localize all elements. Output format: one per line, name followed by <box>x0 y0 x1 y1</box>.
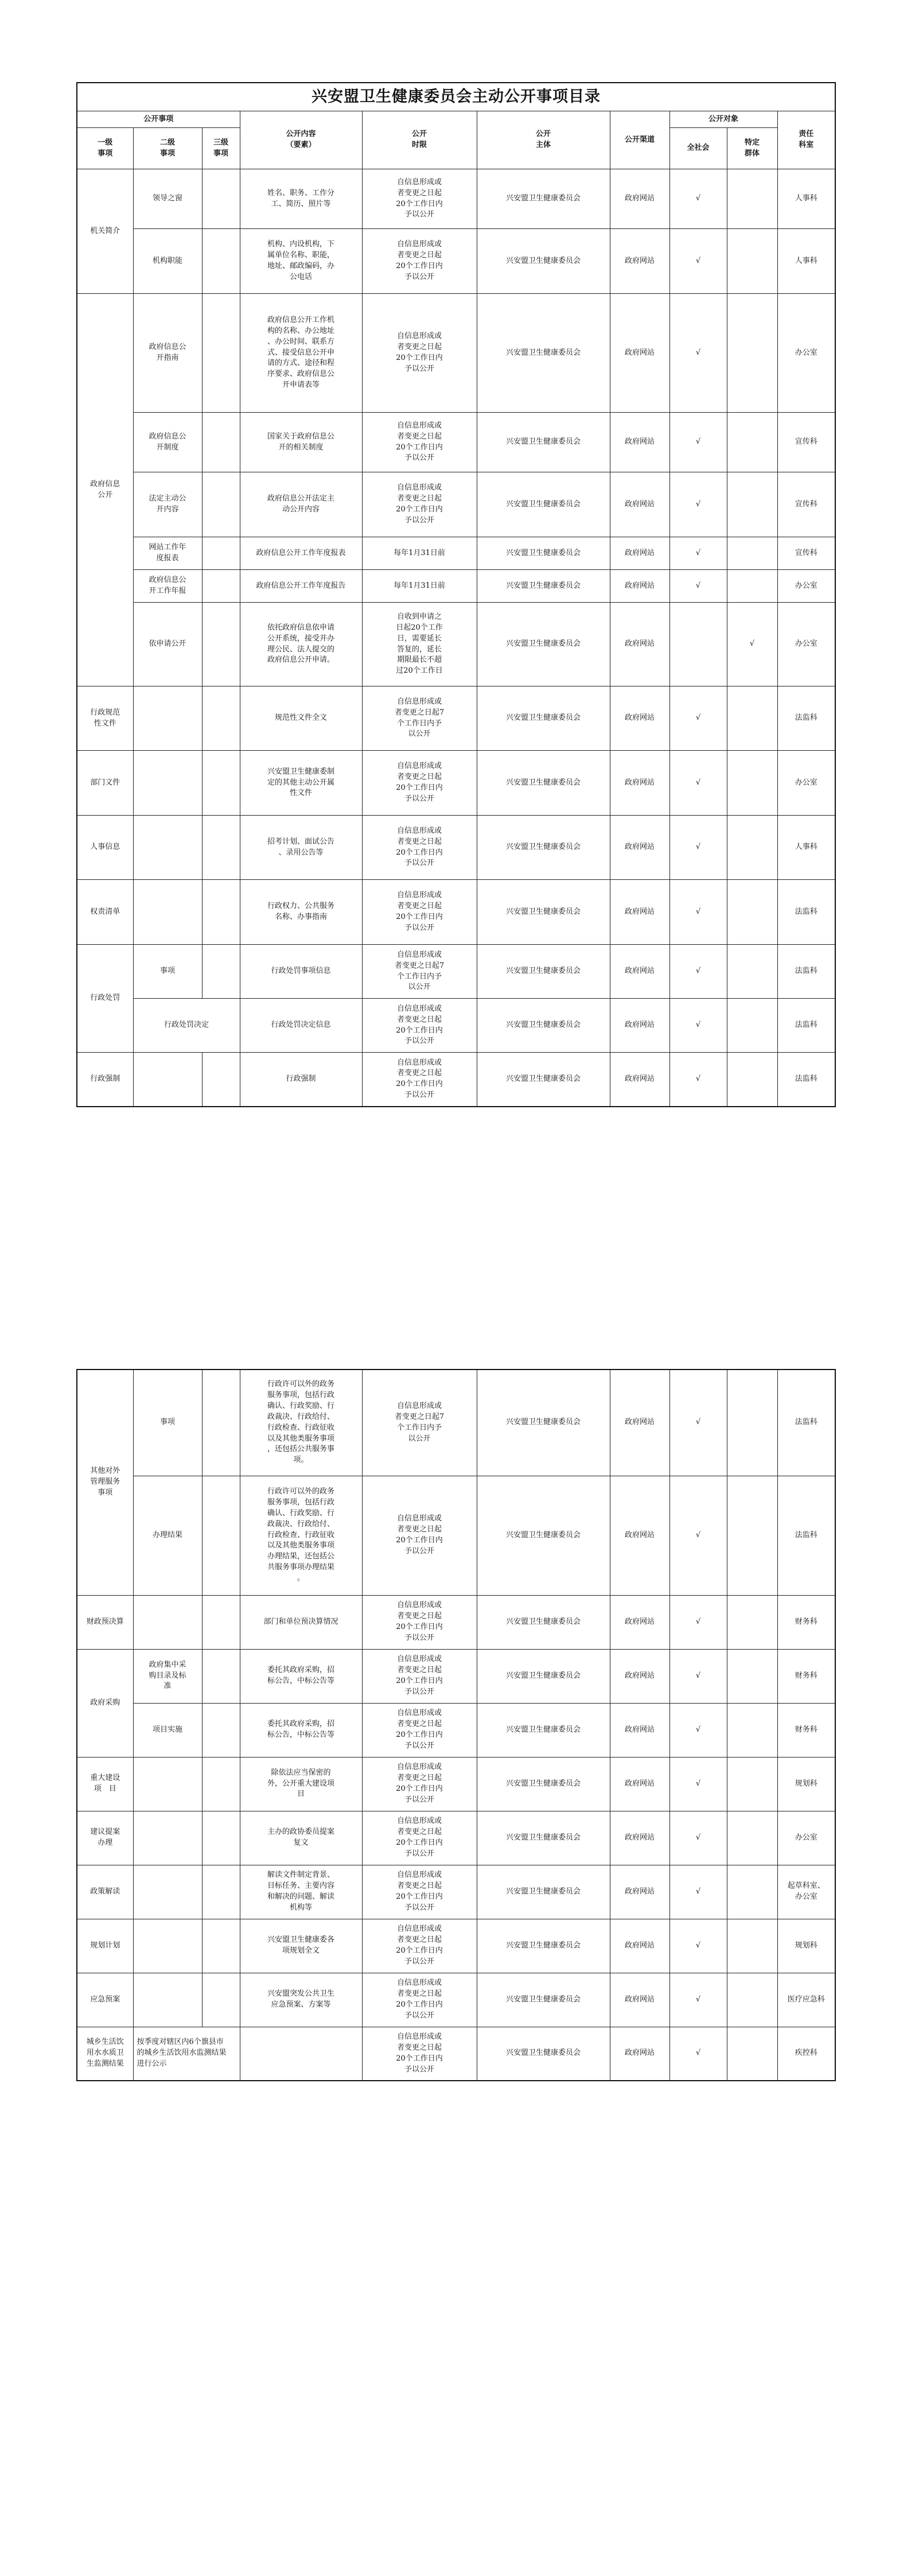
level3-cell <box>202 880 240 945</box>
content-cell: 委托其政府采购，招 标公告，中标公告等 <box>240 1703 362 1757</box>
society-check: √ <box>669 1053 727 1107</box>
level1-cell: 建议提案 办理 <box>77 1811 133 1865</box>
level2-cell: 项目实施 <box>133 1703 202 1757</box>
level1-cell: 行政规范 性文件 <box>77 686 133 751</box>
channel-cell: 政府网站 <box>610 1595 669 1649</box>
level2-cell <box>133 1811 202 1865</box>
specific-cell <box>727 686 777 751</box>
subject-cell: 兴安盟卫生健康委员会 <box>477 1811 610 1865</box>
content-cell: 机构、内设机构，下 属单位名称、职能， 地址、邮政编码，办 公电话 <box>240 229 362 294</box>
subject-cell: 兴安盟卫生健康委员会 <box>477 1595 610 1649</box>
specific-cell <box>727 537 777 570</box>
time-cell: 自信息形成或 者变更之日起 20个工作日内 予以公开 <box>362 2027 477 2081</box>
content-cell: 解读文件制定背景、 目标任务、主要内容 和解决的问题、解读 机构等 <box>240 1865 362 1919</box>
level2-cell <box>133 1053 202 1107</box>
content-cell: 行政许可以外的政务 服务事项，包括行政 确认、行政奖励、行 政裁决、行政给付、 行政检查、行政征收 以及其他类服务事项 办理结果，还包括公 共服务事项办理结果 。 <box>240 1476 362 1595</box>
time-cell: 自信息形成或 者变更之日起 20个工作日内 予以公开 <box>362 1703 477 1757</box>
level1-cell: 行政处罚 <box>77 945 133 1053</box>
office-cell: 财务科 <box>777 1595 835 1649</box>
table-row <box>77 472 835 537</box>
channel-cell: 政府网站 <box>610 570 669 603</box>
content-cell: 兴安盟卫生健康委各 项规划全文 <box>240 1919 362 1973</box>
time-cell: 自信息形成或 者变更之日起 20个工作日内 予以公开 <box>362 229 477 294</box>
channel-cell: 政府网站 <box>610 169 669 229</box>
level3-cell <box>202 751 240 816</box>
society-check: √ <box>669 816 727 880</box>
office-cell: 医疗应急科 <box>777 1973 835 2027</box>
channel-cell: 政府网站 <box>610 1649 669 1703</box>
content-cell: 招考计划、面试公告 、录用公告等 <box>240 816 362 880</box>
society-check: √ <box>669 1703 727 1757</box>
office-cell: 宣传科 <box>777 413 835 472</box>
society-cell <box>669 603 727 686</box>
subject-cell: 兴安盟卫生健康委员会 <box>477 751 610 816</box>
level2-cell <box>133 751 202 816</box>
time-cell: 每年1月31日前 <box>362 537 477 570</box>
table-row <box>77 169 835 229</box>
content-cell: 姓名、职务、工作分 工、简历、照片等 <box>240 169 362 229</box>
level3-cell <box>202 1811 240 1865</box>
level2-cell: 事项 <box>133 1370 202 1476</box>
channel-cell: 政府网站 <box>610 1476 669 1595</box>
level2-cell: 政府信息公 开工作年报 <box>133 570 202 603</box>
level1-cell: 城乡生活饮 用水水质卫 生监测结果 <box>77 2027 133 2081</box>
subject-cell: 兴安盟卫生健康委员会 <box>477 1476 610 1595</box>
disclosure-catalog-table-page2 <box>76 1369 836 2081</box>
society-check: √ <box>669 413 727 472</box>
table-row <box>77 880 835 945</box>
level1-cell: 重大建设 项 目 <box>77 1757 133 1811</box>
channel-cell: 政府网站 <box>610 1757 669 1811</box>
specific-cell <box>727 999 777 1053</box>
society-check: √ <box>669 1595 727 1649</box>
society-check: √ <box>669 880 727 945</box>
table-row <box>77 999 835 1053</box>
specific-cell <box>727 880 777 945</box>
channel-cell: 政府网站 <box>610 1811 669 1865</box>
level2-cell <box>133 1757 202 1811</box>
society-check: √ <box>669 229 727 294</box>
society-check: √ <box>669 1370 727 1476</box>
header-target: 公开对象 <box>669 111 777 128</box>
specific-cell <box>727 570 777 603</box>
society-check: √ <box>669 537 727 570</box>
level3-cell <box>202 1757 240 1811</box>
channel-cell: 政府网站 <box>610 880 669 945</box>
time-cell: 自信息形成或 者变更之日起 20个工作日内 予以公开 <box>362 999 477 1053</box>
subject-cell: 兴安盟卫生健康委员会 <box>477 1649 610 1703</box>
time-cell: 自信息形成或 者变更之日起 20个工作日内 予以公开 <box>362 169 477 229</box>
content-cell: 政府信息公开工作年度报告 <box>240 570 362 603</box>
content-cell: 政府信息公开工作机 构的名称、办公地址 、办公时间、联系方 式、接受信息公开申 请的方式、途径和程 序要求、政府信息公 开申请表等 <box>240 294 362 413</box>
table-row <box>77 1649 835 1703</box>
channel-cell: 政府网站 <box>610 537 669 570</box>
society-check: √ <box>669 294 727 413</box>
level3-cell <box>202 1703 240 1757</box>
level3-cell <box>202 1476 240 1595</box>
subject-cell: 兴安盟卫生健康委员会 <box>477 169 610 229</box>
level3-cell <box>202 537 240 570</box>
content-cell: 政府信息公开法定主 动公开内容 <box>240 472 362 537</box>
channel-cell: 政府网站 <box>610 472 669 537</box>
office-cell: 疾控科 <box>777 2027 835 2081</box>
table-row <box>77 1370 835 1476</box>
content-cell: 行政强制 <box>240 1053 362 1107</box>
level1-cell: 应急预案 <box>77 1973 133 2027</box>
channel-cell: 政府网站 <box>610 2027 669 2081</box>
time-cell: 自信息形成或 者变更之日起 20个工作日内 予以公开 <box>362 1476 477 1595</box>
channel-cell: 政府网站 <box>610 1703 669 1757</box>
level2-cell: 办理结果 <box>133 1476 202 1595</box>
office-cell: 法监科 <box>777 1370 835 1476</box>
disclosure-catalog-table-page1 <box>76 82 836 1107</box>
society-check: √ <box>669 751 727 816</box>
channel-cell: 政府网站 <box>610 686 669 751</box>
society-check: √ <box>669 1973 727 2027</box>
office-cell: 办公室 <box>777 1811 835 1865</box>
society-check: √ <box>669 2027 727 2081</box>
subject-cell: 兴安盟卫生健康委员会 <box>477 1757 610 1811</box>
specific-cell <box>727 1865 777 1919</box>
table-row <box>77 229 835 294</box>
header-level1: 一级 事项 <box>77 128 133 169</box>
header-level2: 二级 事项 <box>133 128 202 169</box>
subject-cell: 兴安盟卫生健康委员会 <box>477 603 610 686</box>
channel-cell: 政府网站 <box>610 1370 669 1476</box>
time-cell: 自信息形成或 者变更之日起 20个工作日内 予以公开 <box>362 472 477 537</box>
subject-cell: 兴安盟卫生健康委员会 <box>477 472 610 537</box>
content-cell: 行政处罚决定信息 <box>240 999 362 1053</box>
content-cell: 按季度对辖区内6个旗县市 的城乡生活饮用水监测结果 进行公示 <box>133 2027 240 2081</box>
office-cell: 起草科室、 办公室 <box>777 1865 835 1919</box>
channel-cell: 政府网站 <box>610 603 669 686</box>
subject-cell: 兴安盟卫生健康委员会 <box>477 294 610 413</box>
specific-cell <box>727 1811 777 1865</box>
office-cell: 宣传科 <box>777 537 835 570</box>
level3-cell <box>202 413 240 472</box>
level1-cell: 权责清单 <box>77 880 133 945</box>
table-row <box>77 1053 835 1107</box>
time-cell: 自信息形成或 者变更之日起 20个工作日内 予以公开 <box>362 816 477 880</box>
level3-cell <box>202 1919 240 1973</box>
level3-cell <box>202 603 240 686</box>
content-cell: 除依法应当保密的 外，公开重大建设项 目 <box>240 1757 362 1811</box>
office-cell: 规划科 <box>777 1757 835 1811</box>
table-row <box>77 816 835 880</box>
content-cell: 国家关于政府信息公 开的相关制度 <box>240 413 362 472</box>
channel-cell: 政府网站 <box>610 413 669 472</box>
time-cell: 自信息形成或 者变更之日起 20个工作日内 予以公开 <box>362 1649 477 1703</box>
time-cell: 每年1月31日前 <box>362 570 477 603</box>
office-cell: 法监科 <box>777 945 835 999</box>
time-cell: 自信息形成或 者变更之日起 20个工作日内 予以公开 <box>362 1757 477 1811</box>
subject-cell: 兴安盟卫生健康委员会 <box>477 686 610 751</box>
level1-cell: 人事信息 <box>77 816 133 880</box>
subject-cell: 兴安盟卫生健康委员会 <box>477 1919 610 1973</box>
society-check: √ <box>669 1865 727 1919</box>
specific-cell <box>727 1703 777 1757</box>
table-row <box>77 751 835 816</box>
subject-cell: 兴安盟卫生健康委员会 <box>477 945 610 999</box>
time-cell: 自信息形成或 者变更之日起 20个工作日内 予以公开 <box>362 1053 477 1107</box>
time-cell: 自信息形成或 者变更之日起 20个工作日内 予以公开 <box>362 880 477 945</box>
specific-cell <box>727 1476 777 1595</box>
level2-cell: 政府信息公 开指南 <box>133 294 202 413</box>
office-cell: 法监科 <box>777 686 835 751</box>
level3-cell <box>202 169 240 229</box>
level3-cell <box>202 294 240 413</box>
table-row <box>77 945 835 999</box>
level3-cell <box>202 1865 240 1919</box>
specific-cell <box>727 413 777 472</box>
level3-cell <box>202 1649 240 1703</box>
content-empty-cell <box>240 2027 362 2081</box>
content-cell: 政府信息公开工作年度报表 <box>240 537 362 570</box>
header-public-items: 公开事项 <box>77 111 240 128</box>
office-cell: 宣传科 <box>777 472 835 537</box>
office-cell: 法监科 <box>777 1476 835 1595</box>
table-row <box>77 1757 835 1811</box>
channel-cell: 政府网站 <box>610 816 669 880</box>
level3-cell <box>202 472 240 537</box>
channel-cell: 政府网站 <box>610 1973 669 2027</box>
society-check: √ <box>669 570 727 603</box>
channel-cell: 政府网站 <box>610 999 669 1053</box>
specific-cell <box>727 169 777 229</box>
level2-cell <box>133 1973 202 2027</box>
office-cell: 办公室 <box>777 294 835 413</box>
level2-cell <box>133 1595 202 1649</box>
time-cell: 自信息形成或 者变更之日起 20个工作日内 予以公开 <box>362 1595 477 1649</box>
level3-cell <box>202 1370 240 1476</box>
level3-cell <box>202 570 240 603</box>
office-cell: 法监科 <box>777 880 835 945</box>
table-row <box>77 1865 835 1919</box>
specific-cell <box>727 1053 777 1107</box>
channel-cell: 政府网站 <box>610 1865 669 1919</box>
specific-cell <box>727 1370 777 1476</box>
time-cell: 自信息形成或 者变更之日起7 个工作日内予 以公开 <box>362 1370 477 1476</box>
specific-cell <box>727 229 777 294</box>
header-specific: 特定 群体 <box>727 128 777 169</box>
time-cell: 自信息形成或 者变更之日起 20个工作日内 予以公开 <box>362 1811 477 1865</box>
level1-cell: 行政强制 <box>77 1053 133 1107</box>
header-subject: 公开 主体 <box>477 111 610 169</box>
level2-cell: 机构职能 <box>133 229 202 294</box>
specific-cell <box>727 1919 777 1973</box>
content-cell: 部门和单位预决算情况 <box>240 1595 362 1649</box>
header-society: 全社会 <box>669 128 727 169</box>
content-cell: 行政许可以外的政务 服务事项，包括行政 确认、行政奖励、行 政裁决、行政给付、 行政检查、行政征收 以及其他类服务事项 ，还包括公共服务事 项。 <box>240 1370 362 1476</box>
level2-cell: 政府信息公 开制度 <box>133 413 202 472</box>
channel-cell: 政府网站 <box>610 1053 669 1107</box>
office-cell: 规划科 <box>777 1919 835 1973</box>
channel-cell: 政府网站 <box>610 945 669 999</box>
level1-cell: 规划计划 <box>77 1919 133 1973</box>
level2-cell: 依申请公开 <box>133 603 202 686</box>
subject-cell: 兴安盟卫生健康委员会 <box>477 999 610 1053</box>
table-row <box>77 1973 835 2027</box>
office-cell: 办公室 <box>777 751 835 816</box>
time-cell: 自信息形成或 者变更之日起 20个工作日内 予以公开 <box>362 294 477 413</box>
table-row <box>77 294 835 413</box>
time-cell: 自信息形成或 者变更之日起7 个工作日内予 以公开 <box>362 945 477 999</box>
subject-cell: 兴安盟卫生健康委员会 <box>477 1973 610 2027</box>
specific-cell <box>727 1595 777 1649</box>
channel-cell: 政府网站 <box>610 1919 669 1973</box>
table-row <box>77 1919 835 1973</box>
society-check: √ <box>669 999 727 1053</box>
subject-cell: 兴安盟卫生健康委员会 <box>477 1370 610 1476</box>
header-level3: 三级 事项 <box>202 128 240 169</box>
table-row <box>77 537 835 570</box>
content-cell: 依托政府信息依申请 公开系统，接受并办 理公民、法人提交的 政府信息公开申请。 <box>240 603 362 686</box>
table-row <box>77 686 835 751</box>
specific-cell <box>727 751 777 816</box>
header-channel: 公开渠道 <box>610 111 669 169</box>
subject-cell: 兴安盟卫生健康委员会 <box>477 1865 610 1919</box>
content-cell: 规范性文件全文 <box>240 686 362 751</box>
content-cell: 行政权力、公共服务 名称、办事指南 <box>240 880 362 945</box>
specific-cell <box>727 1649 777 1703</box>
level1-cell: 财政预决算 <box>77 1595 133 1649</box>
specific-cell <box>727 1973 777 2027</box>
subject-cell: 兴安盟卫生健康委员会 <box>477 229 610 294</box>
time-cell: 自收到申请之 日起20个工作 日，需要延长 答复的，延长 期限最长不超 过20个工作日 <box>362 603 477 686</box>
level1-cell: 部门文件 <box>77 751 133 816</box>
subject-cell: 兴安盟卫生健康委员会 <box>477 2027 610 2081</box>
society-check: √ <box>669 1919 727 1973</box>
office-cell: 人事科 <box>777 816 835 880</box>
society-check: √ <box>669 1811 727 1865</box>
content-cell: 委托其政府采购，招 标公告，中标公告等 <box>240 1649 362 1703</box>
time-cell: 自信息形成或 者变更之日起 20个工作日内 予以公开 <box>362 1973 477 2027</box>
level2-cell: 事项 <box>133 945 202 999</box>
level3-cell <box>202 816 240 880</box>
table-row <box>77 1703 835 1757</box>
time-cell: 自信息形成或 者变更之日起 20个工作日内 予以公开 <box>362 1919 477 1973</box>
society-check: √ <box>669 1649 727 1703</box>
table-row <box>77 2027 835 2081</box>
level2-cell: 法定主动公 开内容 <box>133 472 202 537</box>
level2-cell <box>133 1865 202 1919</box>
specific-cell <box>727 294 777 413</box>
specific-cell <box>727 472 777 537</box>
society-check: √ <box>669 1757 727 1811</box>
subject-cell: 兴安盟卫生健康委员会 <box>477 1703 610 1757</box>
header-office: 责任 科室 <box>777 111 835 169</box>
specific-cell <box>727 945 777 999</box>
level1-cell: 政府信息 公开 <box>77 294 133 686</box>
subject-cell: 兴安盟卫生健康委员会 <box>477 537 610 570</box>
level1-cell: 政府采购 <box>77 1649 133 1757</box>
society-check: √ <box>669 1476 727 1595</box>
level3-cell <box>202 686 240 751</box>
office-cell: 财务科 <box>777 1703 835 1757</box>
level2-cell <box>133 816 202 880</box>
table-row <box>77 603 835 686</box>
table-row <box>77 1811 835 1865</box>
subject-cell: 兴安盟卫生健康委员会 <box>477 570 610 603</box>
channel-cell: 政府网站 <box>610 751 669 816</box>
level1-cell: 政策解读 <box>77 1865 133 1919</box>
level2-cell <box>133 880 202 945</box>
level3-cell <box>202 1053 240 1107</box>
subject-cell: 兴安盟卫生健康委员会 <box>477 880 610 945</box>
specific-cell <box>727 1757 777 1811</box>
subject-cell: 兴安盟卫生健康委员会 <box>477 816 610 880</box>
level1-cell: 其他对外 管理服务 事项 <box>77 1370 133 1595</box>
level2-cell: 网站工作年 度报表 <box>133 537 202 570</box>
office-cell: 法监科 <box>777 999 835 1053</box>
subject-cell: 兴安盟卫生健康委员会 <box>477 1053 610 1107</box>
subject-cell: 兴安盟卫生健康委员会 <box>477 413 610 472</box>
header-content: 公开内容 （要素） <box>240 111 362 169</box>
level3-cell <box>202 1595 240 1649</box>
office-cell: 办公室 <box>777 570 835 603</box>
society-check: √ <box>669 169 727 229</box>
society-check: √ <box>669 686 727 751</box>
level2-cell <box>133 686 202 751</box>
time-cell: 自信息形成或 者变更之日起7 个工作日内予 以公开 <box>362 686 477 751</box>
level2-cell <box>133 1919 202 1973</box>
level2-cell: 行政处罚决定 <box>133 999 240 1053</box>
content-cell: 兴安盟卫生健康委制 定的其他主动公开属 性文件 <box>240 751 362 816</box>
office-cell: 办公室 <box>777 603 835 686</box>
table-row <box>77 570 835 603</box>
specific-cell <box>727 816 777 880</box>
specific-cell <box>727 2027 777 2081</box>
office-cell: 财务科 <box>777 1649 835 1703</box>
content-cell: 兴安盟突发公共卫生 应急预案、方案等 <box>240 1973 362 2027</box>
table-row <box>77 1476 835 1595</box>
society-check: √ <box>669 472 727 537</box>
society-check: √ <box>669 945 727 999</box>
level3-cell <box>202 229 240 294</box>
time-cell: 自信息形成或 者变更之日起 20个工作日内 予以公开 <box>362 1865 477 1919</box>
header-time: 公开 时限 <box>362 111 477 169</box>
level2-cell: 政府集中采 购目录及标 准 <box>133 1649 202 1703</box>
content-cell: 主办的政协委员提案 复文 <box>240 1811 362 1865</box>
channel-cell: 政府网站 <box>610 294 669 413</box>
level1-cell: 机关简介 <box>77 169 133 294</box>
specific-check: √ <box>727 603 777 686</box>
office-cell: 人事科 <box>777 169 835 229</box>
table-row <box>77 413 835 472</box>
table-row <box>77 1595 835 1649</box>
content-cell: 行政处罚事项信息 <box>240 945 362 999</box>
time-cell: 自信息形成或 者变更之日起 20个工作日内 予以公开 <box>362 413 477 472</box>
level3-cell <box>202 945 240 999</box>
time-cell: 自信息形成或 者变更之日起 20个工作日内 予以公开 <box>362 751 477 816</box>
level3-cell <box>202 1973 240 2027</box>
channel-cell: 政府网站 <box>610 229 669 294</box>
page-title: 兴安盟卫生健康委员会主动公开事项目录 <box>77 83 835 111</box>
office-cell: 人事科 <box>777 229 835 294</box>
level2-cell: 领导之窗 <box>133 169 202 229</box>
office-cell: 法监科 <box>777 1053 835 1107</box>
